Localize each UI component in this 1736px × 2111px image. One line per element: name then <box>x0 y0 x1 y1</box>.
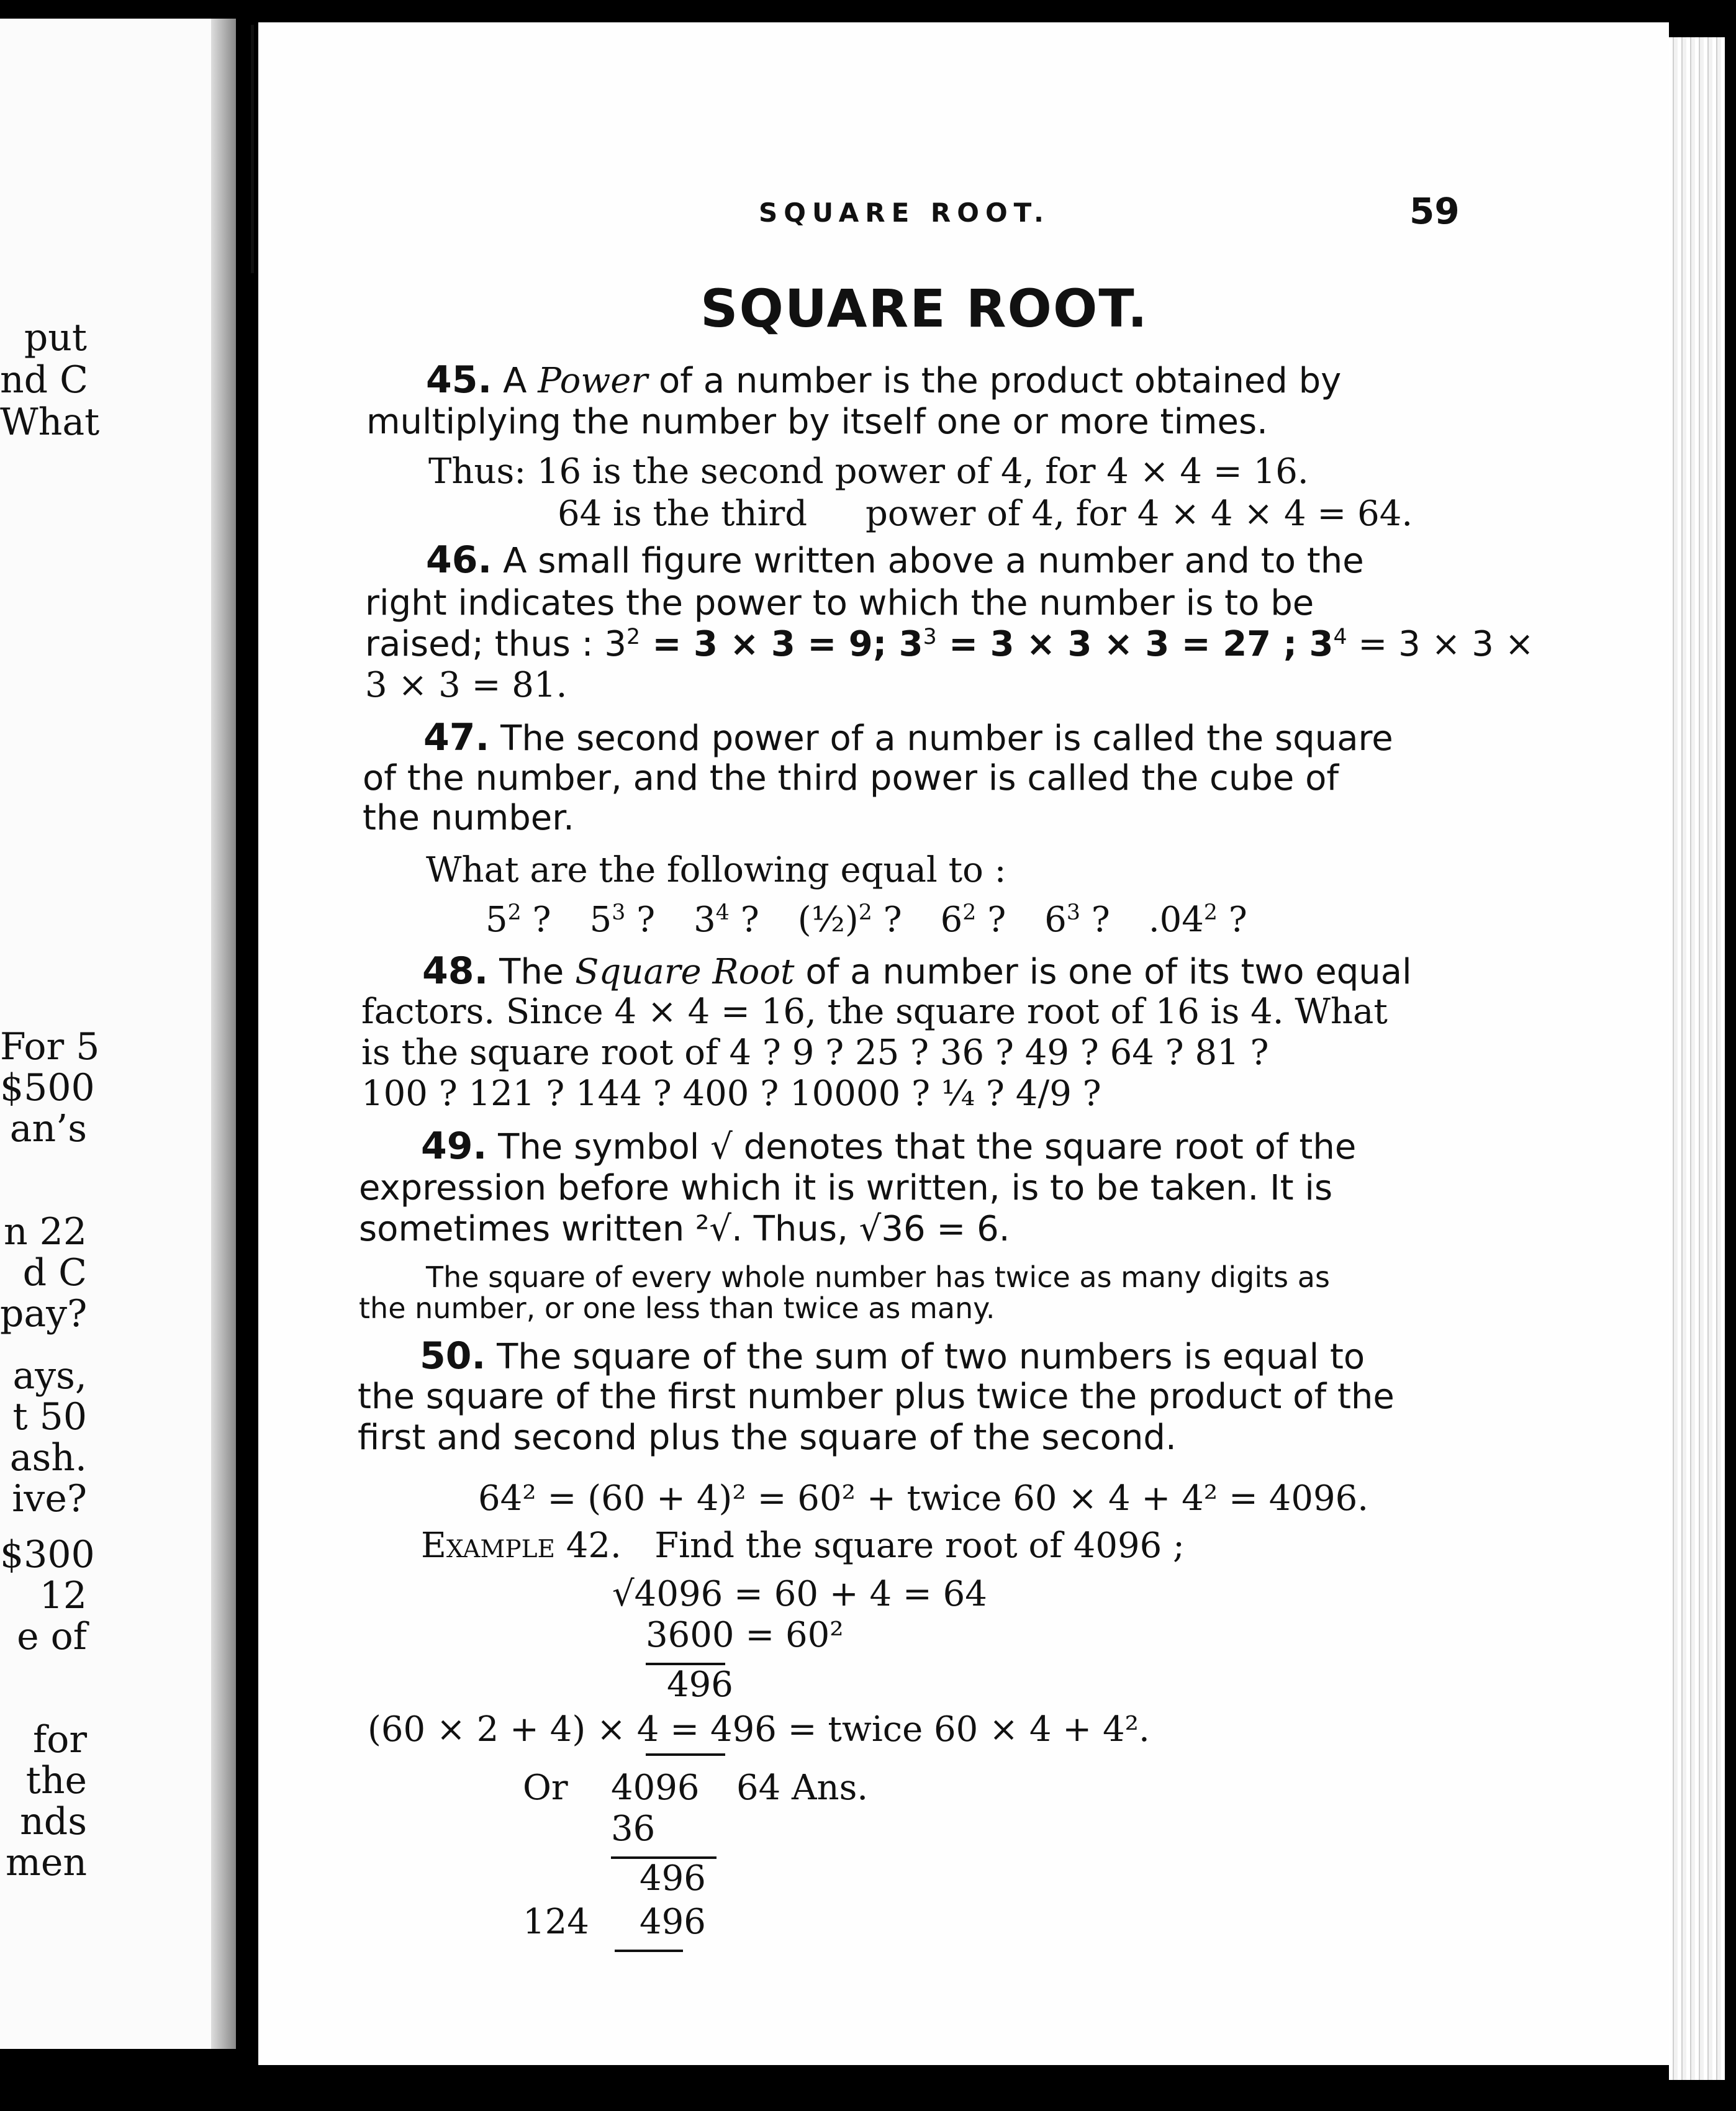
para-47-line3: the number. <box>363 798 574 838</box>
page-edges <box>1669 37 1725 2080</box>
rule <box>615 1950 683 1952</box>
left-page-fragment: ash. <box>9 1436 87 1480</box>
section-number: 45. <box>426 358 492 402</box>
left-page-fragment: What <box>0 400 100 444</box>
left-page-fragment: d C <box>22 1251 87 1295</box>
para-45-line2: multiplying the number by itself one or more times. <box>366 402 1268 442</box>
left-page-fragment: $500 <box>0 1066 95 1110</box>
left-page-fragment: an’s <box>9 1107 87 1150</box>
para-49-line2: expression before which it is written, is to be taken. It is <box>359 1168 1333 1208</box>
para-48-line1: 48. The Square Root of a number is one of its two equal <box>422 949 1412 993</box>
left-page-fragment: $300 <box>0 1533 95 1576</box>
power-item: $.04^2$ ? <box>1148 900 1247 940</box>
power-item: $6^2$ ? <box>940 900 1006 940</box>
or-label: Or <box>523 1768 568 1808</box>
left-page-fragment: the <box>25 1759 87 1802</box>
or-answer: 64 Ans. <box>736 1768 869 1808</box>
power-item: $5^3$ ? <box>589 900 656 940</box>
left-page-fragment: ays, <box>12 1354 87 1398</box>
division-step1: 36 <box>611 1809 656 1849</box>
para-49-line3: sometimes written ²√. Thus, √36 = 6. <box>359 1209 1010 1249</box>
division-step2: 496 <box>640 1858 706 1899</box>
para-50-line1: 50. The square of the sum of two numbers is equal to <box>420 1334 1365 1378</box>
para-48-line2: factors. Since 4 × 4 = 16, the square root of 16 is 4. What <box>361 992 1388 1032</box>
left-page-fragment: put <box>24 316 87 359</box>
para-46-line2: right indicates the power to which the number is to be <box>365 583 1314 623</box>
division-step3: 496 <box>640 1902 706 1942</box>
para-50-line3: first and second plus the square of the second. <box>358 1417 1177 1458</box>
power-item: (½)$^2$ ? <box>797 900 902 940</box>
power-item: $3^4$ ? <box>694 900 759 940</box>
para-46-line4: 3 × 3 = 81. <box>365 665 567 705</box>
running-head: SQUARE ROOT. <box>759 197 1050 228</box>
term-square-root: Square Root <box>575 952 795 992</box>
example-label: Example 42. <box>421 1526 622 1566</box>
note-line2: the number, or one less than twice as many. <box>359 1291 995 1325</box>
identity-equation: 64² = (60 + 4)² = 60² + twice 60 × 4 + 4² = 4096. <box>478 1478 1369 1519</box>
page-title: SQUARE ROOT. <box>700 278 1149 339</box>
para-46-line1: 46. A small figure written above a number and to the <box>426 538 1364 582</box>
left-page-fragment: 12 <box>39 1574 87 1617</box>
para-47-line1: 47. The second power of a number is called the square <box>423 716 1393 759</box>
para-49-line1: 49. The symbol √ denotes that the square root of the <box>421 1124 1357 1168</box>
rule <box>646 1753 725 1756</box>
example-heading: Example 42. Find the square root of 4096 ; <box>421 1526 1185 1566</box>
left-page-fragment: e of <box>17 1615 87 1658</box>
divisor: 124 <box>523 1902 589 1942</box>
para-45-example2a: 64 is the third <box>558 494 808 534</box>
para-47-line2: of the number, and the third power is called the cube of <box>363 758 1339 798</box>
left-page-fragment: n 22 <box>3 1210 87 1254</box>
left-page-fragment: t 50 <box>12 1395 87 1439</box>
term-power: Power <box>538 361 648 401</box>
left-page-fragment: For 5 <box>0 1025 100 1069</box>
page-gutter-shadow <box>211 19 236 2049</box>
para-45-line1: 45. A Power of a number is the product obtained by <box>426 358 1342 402</box>
left-page-fragment: ive? <box>12 1477 87 1521</box>
power-item: $6^3$ ? <box>1044 900 1110 940</box>
example-step1: √4096 = 60 + 4 = 64 <box>612 1574 987 1614</box>
example-step4: (60 × 2 + 4) × 4 = 496 = twice 60 × 4 + 4². <box>368 1709 1150 1750</box>
para-47-question: What are the following equal to : <box>426 850 1006 890</box>
example-step3: 496 <box>667 1665 733 1705</box>
left-page-fragment: for <box>32 1718 87 1761</box>
page-edge-line <box>251 25 254 273</box>
para-45-example1: Thus: 16 is the second power of 4, for 4 × 4 = 16. <box>428 451 1309 492</box>
para-48-line3: is the square root of 4 ? 9 ? 25 ? 36 ? 49 ? 64 ? 81 ? <box>361 1033 1269 1073</box>
left-page-fragment: pay? <box>0 1292 88 1336</box>
left-page-fragment: men <box>5 1841 87 1884</box>
power-item: $5^2$ ? <box>486 900 551 940</box>
left-page-fragment: nds <box>20 1800 87 1843</box>
example-step2: 3600 = 60² <box>646 1615 844 1655</box>
or-number: 4096 <box>611 1768 700 1808</box>
left-page-fragment: nd C <box>0 358 89 402</box>
para-46-line3: raised; thus : $3^2 = 3 \times 3 = 9$; $3^3 = 3 \times 3 \times 3 = 27$ ; $3^4 = 3 \times 3$ × <box>365 624 1534 664</box>
para-50-line2: the square of the first number plus twice the product of the <box>358 1376 1395 1417</box>
power-exercises <box>486 900 1286 940</box>
note-line1: The square of every whole number has twice as many digits as <box>426 1260 1330 1294</box>
para-48-line4: 100 ? 121 ? 144 ? 400 ? 10000 ? ¼ ? 4/9 ? <box>361 1074 1101 1114</box>
page-number: 59 <box>1409 190 1460 232</box>
para-45-example2b: power of 4, for 4 × 4 × 4 = 64. <box>866 494 1413 534</box>
